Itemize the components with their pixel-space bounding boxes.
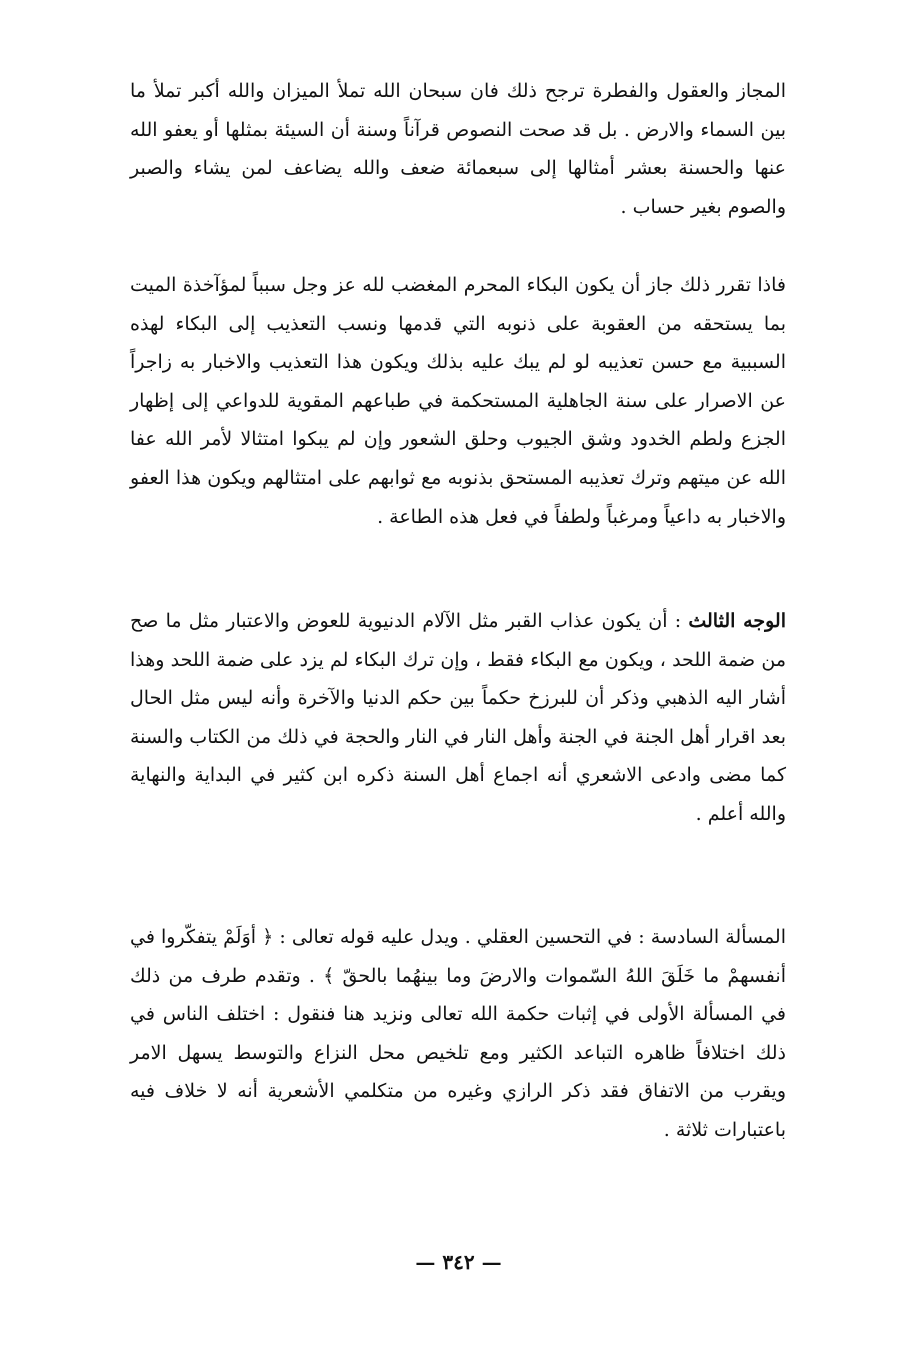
page-number: — ٣٤٢ — [415, 1250, 502, 1274]
paragraph-4-text: المسألة السادسة : في التحسين العقلي . ويدل عليه قوله تعالى : ﴿ أوَلَمْ يتفكّروا في أنفسهمْ ما خَلَقَ اللهُ السّموات والارضَ وما بينهُما بالحقّ ﴾ . وتقدم طرف من ذلك في المسألة الأولى في إثبات حكمة الله تعالى ونزيد هنا فنقول : اختلف الناس في ذلك اختلافاً ظاهره التباعد الكثير ومع تلخيص محل النزاع والتوسط يسهل الامر ويقرب من الاتفاق فقد ذكر الرازي وغيره من متكلمي الأشعرية أنه لا خلاف فيه باعتبارات ثلاثة . [130, 926, 786, 1141]
paragraph-3 [130, 602, 786, 834]
paragraph-3-heading: الوجه الثالث [688, 610, 786, 632]
paragraph-2 [130, 266, 786, 536]
paragraph-1 [130, 72, 786, 226]
paragraph-4 [130, 918, 786, 1150]
paragraph-2-text: فاذا تقرر ذلك جاز أن يكون البكاء المحرم المغضب لله عز وجل سبباً لمؤآخذة الميت بما يستحقه من العقوبة على ذنوبه التي قدمها ونسب التعذيب إلى البكاء لهذه السببية مع حسن تعذيبه لو لم يبك عليه بذلك ويكون هذا التعذيب والاخبار به زاجراً عن الاصرار على سنة الجاهلية المستحكمة في طباعهم المقوية للدواعي إلى إظهار الجزع ولطم الخدود وشق الجيوب وحلق الشعور وإن لم يبكوا امتثالا لأمر الله عفا الله عن ميتهم وترك تعذيبه المستحق بذنوبه مع ثوابهم على امتثالهم ويكون هذا العفو والاخبار به داعياً ومرغباً ولطفاً في فعل هذه الطاعة . [130, 274, 786, 528]
paragraph-3-text: : أن يكون عذاب القبر مثل الآلام الدنيوية للعوض والاعتبار مثل ما صح من ضمة اللحد ، ويكون مع البكاء فقط ، وإن ترك البكاء لم يزد على ضمة اللحد وهذا أشار اليه الذهبي وذكر أن للبرزخ حكماً بين حكم الدنيا والآخرة وأنه ليس مثل الحال بعد اقرار أهل الجنة في الجنة وأهل النار في النار والحجة في ذلك من الكتاب والسنة كما مضى وادعى الاشعري أنه اجماع أهل السنة ذكره ابن كثير في البداية والنهاية والله أعلم . [130, 610, 786, 825]
paragraph-1-text: المجاز والعقول والفطرة ترجح ذلك فان سبحان الله تملأ الميزان والله أكبر تملأ ما بين السماء والارض . بل قد صحت النصوص قرآناً وسنة أن السيئة بمثلها أو يعفو الله عنها والحسنة بعشر أمثالها إلى سبعمائة ضعف والله يضاعف لمن يشاء والصبر والصوم بغير حساب . [130, 80, 786, 218]
